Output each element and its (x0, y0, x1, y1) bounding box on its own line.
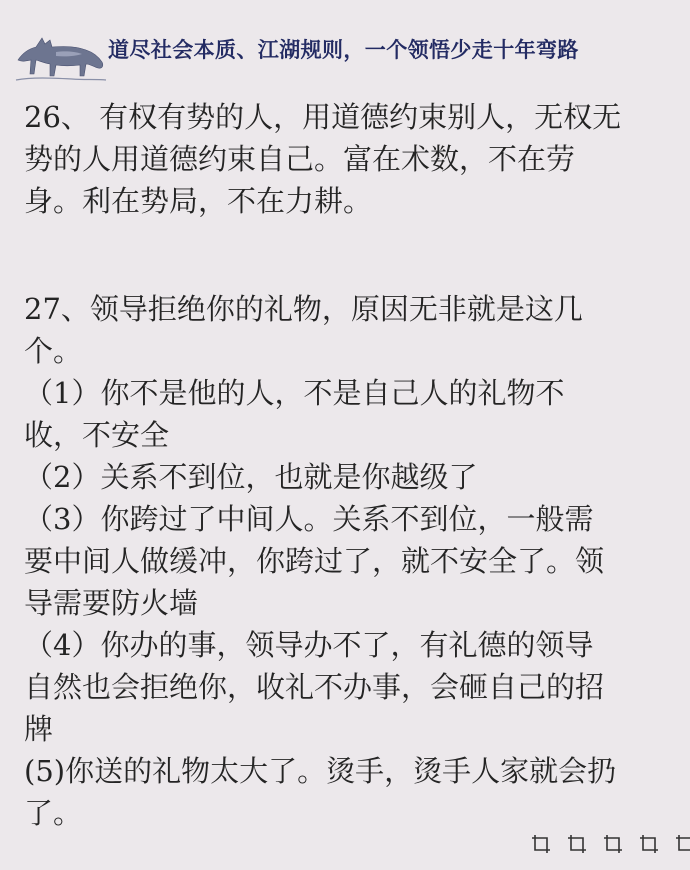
image-crop-icon[interactable] (602, 833, 624, 855)
image-toolbar (530, 833, 690, 857)
text-line: 了。 (24, 796, 83, 830)
text-line: 牌 (24, 712, 54, 746)
text-line: 收，不安全 (24, 418, 170, 452)
text-line: （4）你办的事，领导办不了，有礼德的领导 (24, 628, 594, 662)
text-line: 26、 有权有势的人，用道德约束别人，无权无 (24, 100, 622, 134)
text-line: 导需要防火墙 (24, 586, 199, 620)
text-line: （2）关系不到位，也就是你越级了 (24, 460, 478, 494)
image-crop-icon[interactable] (530, 833, 552, 855)
text-line: (5)你送的礼物太大了。烫手，烫手人家就会扔 (24, 754, 617, 788)
header-title: 道尽社会本质、江湖规则，一个领悟少走十年弯路 (108, 38, 579, 62)
article-header (0, 14, 690, 90)
text-line: 27、领导拒绝你的礼物，原因无非就是这几 (24, 292, 583, 326)
image-crop-icon[interactable] (566, 833, 588, 855)
article-body (24, 96, 674, 834)
text-line: 自然也会拒绝你，收礼不办事，会砸自己的招 (24, 670, 605, 704)
image-crop-icon[interactable] (638, 833, 660, 855)
text-line: （1）你不是他的人，不是自己人的礼物不 (24, 376, 565, 410)
text-line: 势的人用道德约束自己。富在术数，不在劳 (24, 142, 576, 176)
text-line: 个。 (24, 334, 83, 368)
text-line: （3）你跨过了中间人。关系不到位，一般需 (24, 502, 594, 536)
paragraph-gap (24, 222, 674, 288)
text-line: 身。利在势局，不在力耕。 (24, 184, 373, 218)
image-crop-icon[interactable] (674, 833, 690, 855)
text-line: 要中间人做缓冲，你跨过了，就不安全了。领 (24, 544, 605, 578)
wolf-icon (12, 16, 110, 86)
